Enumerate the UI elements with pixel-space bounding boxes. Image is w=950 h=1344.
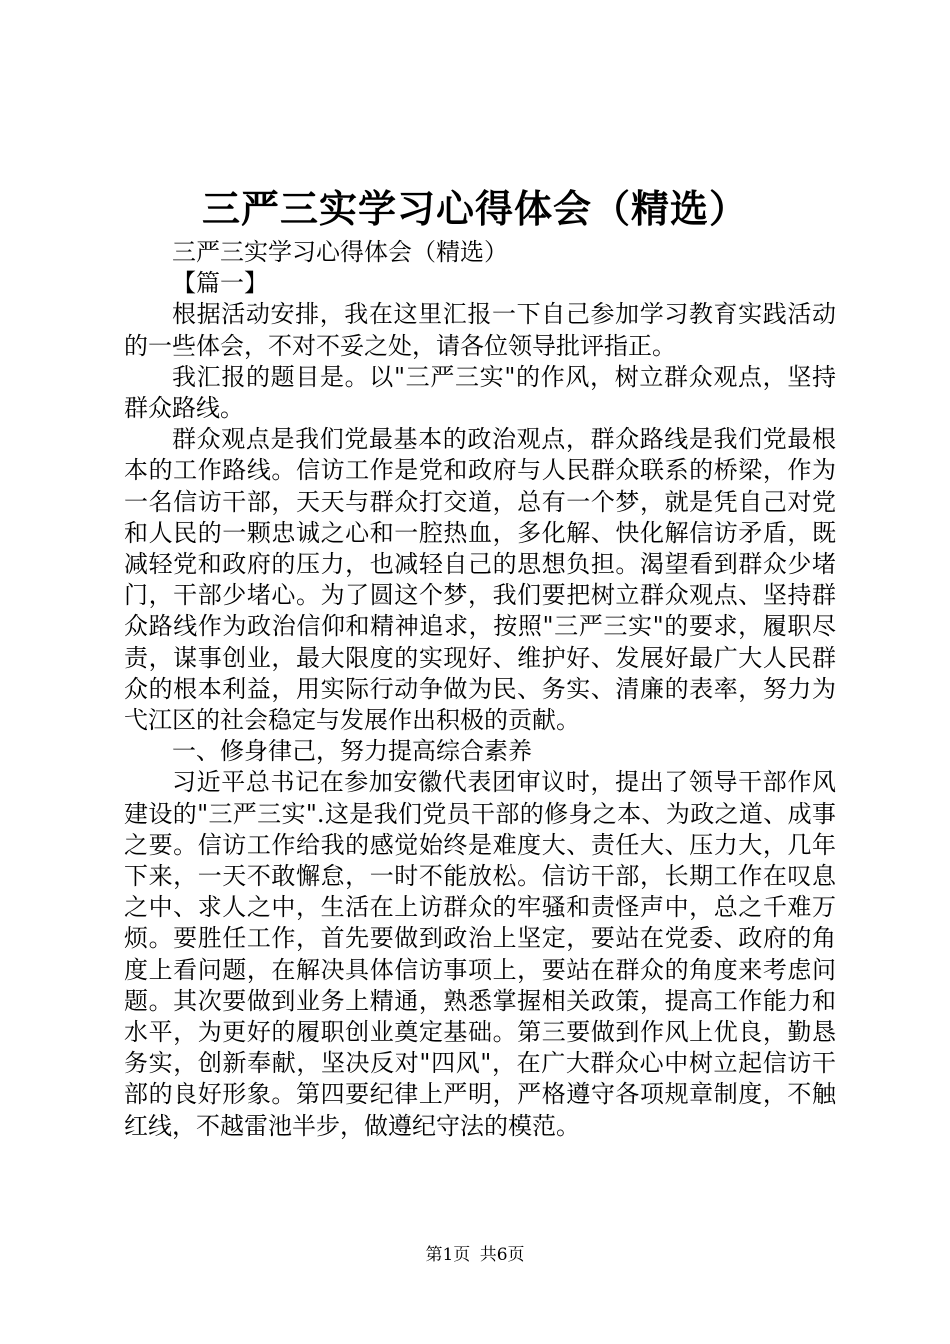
document-title: 三严三实学习心得体会（精选） xyxy=(201,186,748,231)
page-footer xyxy=(0,1244,950,1266)
body-paragraph: 根据活动安排，我在这里汇报一下自己参加学习教育实践活动的一些体会，不对不妥之处，请各位领导批评指正。 xyxy=(124,300,836,360)
document-body xyxy=(124,237,836,1142)
body-paragraph: 我汇报的题目是。以"三严三实"的作风，树立群众观点，坚持群众路线。 xyxy=(124,362,836,423)
page-number: 第1页 xyxy=(425,1245,471,1265)
page-total: 共6页 xyxy=(479,1245,525,1265)
section-heading: 一、修身律己，努力提高综合素养 xyxy=(172,737,532,766)
subtitle-paragraph: 三严三实学习心得体会（精选） xyxy=(172,238,508,266)
section-label: 【篇一】 xyxy=(172,269,268,298)
body-paragraph: 习近平总书记在参加安徽代表团审议时，提出了领导干部作风建设的"三严三实".这是我们党员干部的修身之本、为政之道、成事之要。信访工作给我的感觉始终是难度大、责任大、压力大，几年下来，一天不敢懈怠，一时不能放松。信访干部，长期工作在叹息之中、求人之中，生活在上访群众的牢骚和责怪声中，总之千难万烦。要胜任工作，首先要做到政治上坚定，要站在党委、政府的角度上看问题，在解决具体信访事项上，要站在群众的角度来考虑问题。其次要做到业务上精通，熟悉掌握相关政策，提高工作能力和水平，为更好的履职创业奠定基础。第三要做到作风上优良，勤恳务实，创新奉献，坚决反对"四风"，在广大群众心中树立起信访干部的良好形象。第四要纪律上严明，严格遵守各项规章制度，不触红线，不越雷池半步，做遵纪守法的模范。 xyxy=(124,768,836,1140)
body-paragraph: 群众观点是我们党最基本的政治观点，群众路线是我们党最根本的工作路线。信访工作是党和政府与人民群众联系的桥梁，作为一名信访干部，天天与群众打交道，总有一个梦，就是凭自己对党和人民的一颗忠诚之心和一腔热血，多化解、快化解信访矛盾，既减轻党和政府的压力，也减轻自己的思想负担。渴望看到群众少堵门，干部少堵心。为了圆这个梦，我们要把树立群众观点、坚持群众路线作为政治信仰和精神追求，按照"三严三实"的要求，履职尽责，谋事创业，最大限度的实现好、维护好、发展好最广大人民群众的根本利益，用实际行动争做为民、务实、清廉的表率，努力为弋江区的社会稳定与发展作出积极的贡献。 xyxy=(124,425,836,735)
